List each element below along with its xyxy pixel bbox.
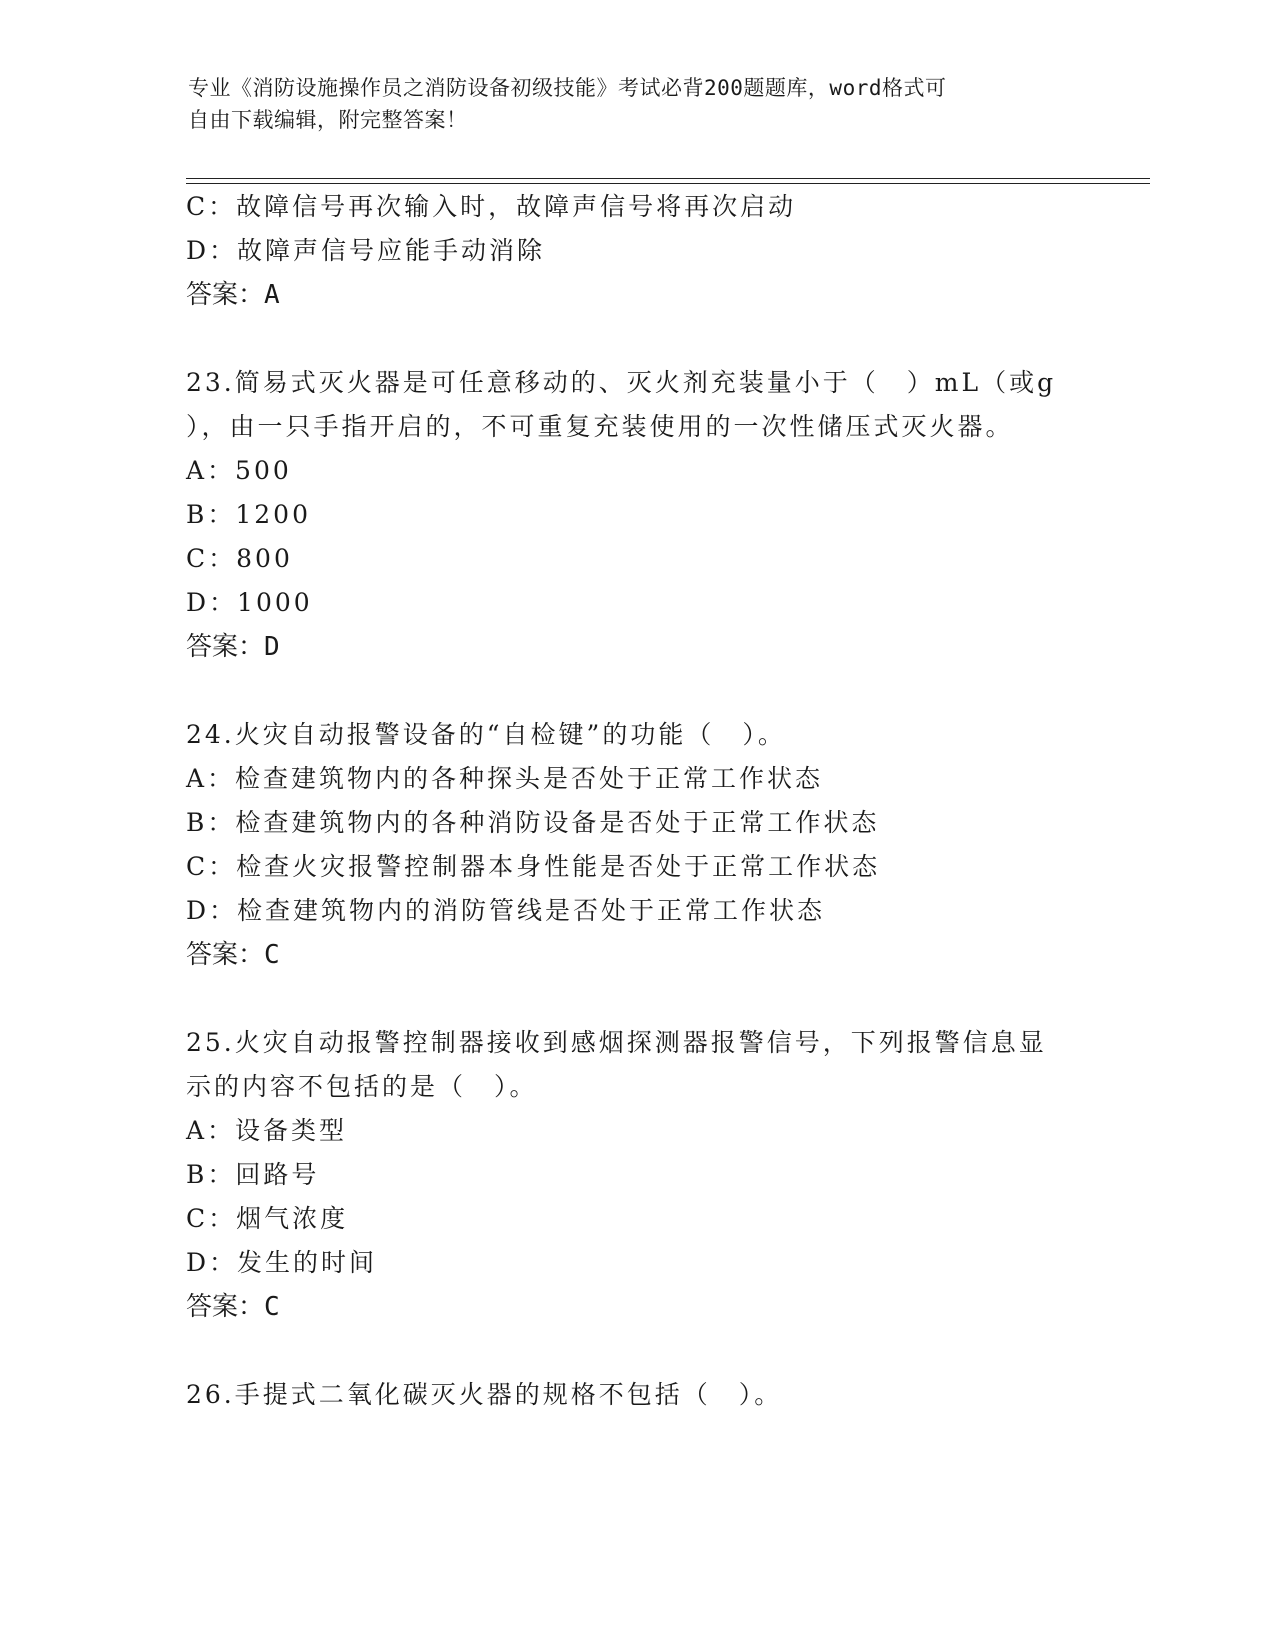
question-stem: 26.手提式二氧化碳灭火器的规格不包括（ ）。 xyxy=(186,1380,783,1409)
option-d: D：发生的时间 xyxy=(186,1248,378,1277)
option-d: D：检查建筑物内的消防管线是否处于正常工作状态 xyxy=(186,896,826,925)
option-d: D：1000 xyxy=(186,588,313,617)
option-b: B：回路号 xyxy=(186,1160,320,1189)
option-c: C：800 xyxy=(186,544,293,573)
answer: 答案：C xyxy=(186,1292,280,1322)
answer: 答案：C xyxy=(186,940,280,970)
option-b: B：1200 xyxy=(186,500,311,529)
option-c: C：故障信号再次输入时，故障声信号将再次启动 xyxy=(186,192,797,221)
option-a: A：检查建筑物内的各种探头是否处于正常工作状态 xyxy=(186,764,824,793)
option-d: D：故障声信号应能手动消除 xyxy=(186,236,546,265)
option-b: B：检查建筑物内的各种消防设备是否处于正常工作状态 xyxy=(186,808,880,837)
header-line-2: 自由下载编辑，附完整答案！ xyxy=(188,108,468,132)
question-stem: 25.火灾自动报警控制器接收到感烟探测器报警信号，下列报警信息显 xyxy=(186,1028,1047,1057)
question-stem: 23.简易式灭火器是可任意移动的、灭火剂充装量小于（ ）mL（或g xyxy=(186,368,1057,397)
header-divider-bottom xyxy=(186,183,1150,184)
option-c: C：烟气浓度 xyxy=(186,1204,349,1233)
answer: 答案：A xyxy=(186,280,280,310)
question-stem: 24.火灾自动报警设备的“自检键”的功能（ ）。 xyxy=(186,720,786,749)
answer: 答案：D xyxy=(186,632,280,662)
header-divider-top xyxy=(186,178,1150,179)
option-a: A：设备类型 xyxy=(186,1116,348,1145)
document-header xyxy=(188,72,1068,136)
question-stem-cont: ），由一只手指开启的，不可重复充装使用的一次性储压式灭火器。 xyxy=(186,412,1014,441)
option-c: C：检查火灾报警控制器本身性能是否处于正常工作状态 xyxy=(186,852,881,881)
header-line-1: 专业《消防设施操作员之消防设备初级技能》考试必背200题题库，word格式可 xyxy=(188,76,947,100)
question-stem-cont: 示的内容不包括的是（ ）。 xyxy=(186,1072,538,1101)
option-a: A：500 xyxy=(186,456,292,485)
